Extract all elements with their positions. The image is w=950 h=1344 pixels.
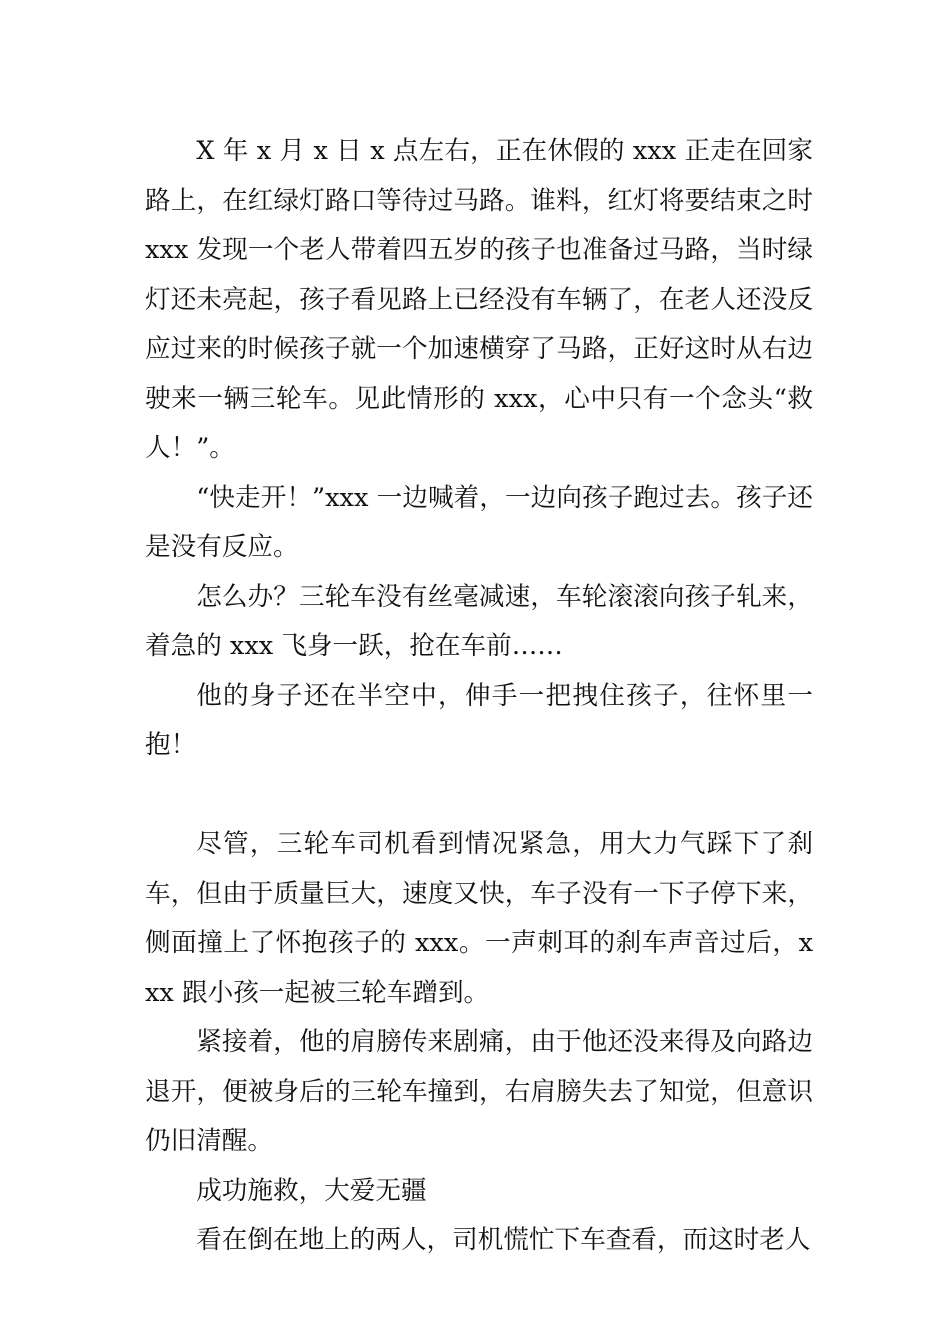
paragraph-injury: 紧接着，他的肩膀传来剧痛，由于他还没来得及向路边退开，便被身后的三轮车撞到，右肩膀失去了知觉，但意识仍旧清醒。 (145, 1027, 813, 1156)
paragraph-spacer (145, 771, 813, 821)
paragraph-leap: 怎么办？三轮车没有丝毫减速，车轮滚滚向孩子轧来，着急的 xxx 飞身一跃，抢在车前…… (145, 581, 813, 661)
paragraph-collision: 尽管，三轮车司机看到情况紧急，用大力气踩下了刹车，但由于质量巨大，速度又快，车子没有一下子停下来，侧面撞上了怀抱孩子的 xxx。一声刺耳的刹车声音过后，xxx 跟小孩一起被三轮车蹭到。 (145, 829, 813, 1008)
document-body (145, 127, 813, 1266)
paragraph-rescue-scene: X 年 x 月 x 日 x 点左右，正在休假的 xxx 正走在回家路上，在红绿灯路口等待过马路。谁料，红灯将要结束之时 xxx 发现一个老人带着四五岁的孩子也准备过马路，当时绿灯还未亮起，孩子看见路上已经没有车辆了，在老人还没反应过来的时候孩子就一个加速横穿了马路，正好这时从右边驶来一辆三轮车。见此情形的 xxx，心中只有一个念头“救人！”。 (145, 136, 813, 463)
section-heading: 成功施救，大爱无疆 (196, 1175, 427, 1206)
paragraph-grab-child: 他的身子还在半空中，伸手一把拽住孩子，往怀里一抱！ (145, 680, 813, 760)
paragraph-shout: “快走开！”xxx 一边喊着，一边向孩子跑过去。孩子还是没有反应。 (145, 482, 813, 562)
paragraph-aftermath: 看在倒在地上的两人，司机慌忙下车查看，而这时老人 (196, 1225, 811, 1255)
